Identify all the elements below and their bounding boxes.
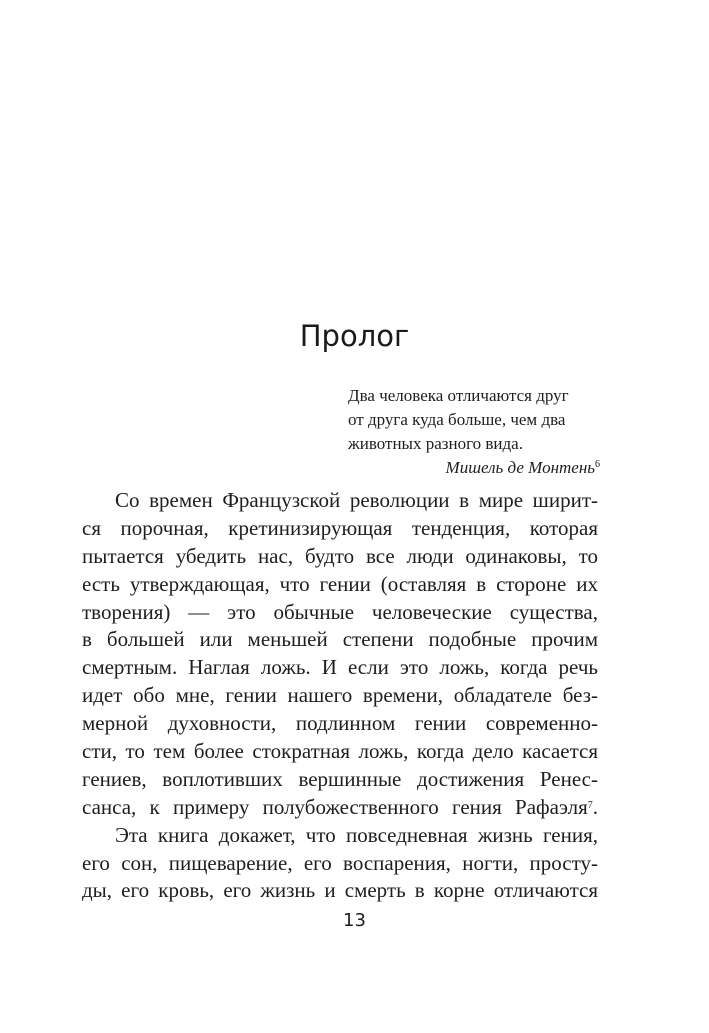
epigraph-line: Два человека отличаются друг (348, 386, 569, 405)
body-text (82, 487, 598, 905)
text-line: Эта книга докажет, что повседневная жизнь гения, (115, 822, 598, 847)
text-line: его сон, пищеварение, его воспарения, ногти, просту- (82, 850, 598, 875)
text-line: пытается убедить нас, будто все люди одинаковы, то (82, 543, 598, 568)
epigraph-line: животных разного вида. (348, 434, 523, 453)
text-line: мерной духовности, подлинном гении современно- (82, 711, 598, 736)
text-line: в большей или меньшей степени подобные прочим (82, 627, 598, 652)
text-line: ся порочная, кретинизирующая тенденция, которая (82, 515, 598, 540)
text-line: смертным. Наглая ложь. И если это ложь, когда речь (82, 655, 598, 680)
text-line: сти, то тем более стократная ложь, когда дело касается (82, 739, 598, 764)
epigraph-author (348, 456, 600, 480)
text-line: Со времен Французской революции в мире ширит- (115, 488, 598, 512)
text-line: идет обо мне, гении нашего времени, обладателе без- (82, 683, 598, 708)
epigraph (348, 384, 604, 480)
epigraph-author-name: Мишель де Монтень (445, 458, 595, 477)
text-line: гениев, воплотивших вершинные достижения Ренес- (82, 766, 598, 791)
text-line: ды, его кровь, его жизнь и смерть в корне отличаются (82, 878, 598, 903)
text-line-with-footnote (82, 794, 598, 822)
chapter-title: Пролог (299, 319, 410, 353)
epigraph-line: от друга куда больше, чем два (348, 410, 566, 429)
sentence-period: . (592, 794, 598, 819)
text-line-content: санса, к примеру полубожественного гения Рафаэля (82, 794, 588, 819)
footnote-marker: 6 (595, 459, 600, 470)
footnote-marker: 7 (587, 799, 593, 811)
text-line: есть утверждающая, что гении (оставляя в стороне их (82, 571, 598, 596)
page-number: 13 (343, 910, 366, 931)
text-line: творения) — это обычные человеческие существа, (82, 599, 598, 624)
